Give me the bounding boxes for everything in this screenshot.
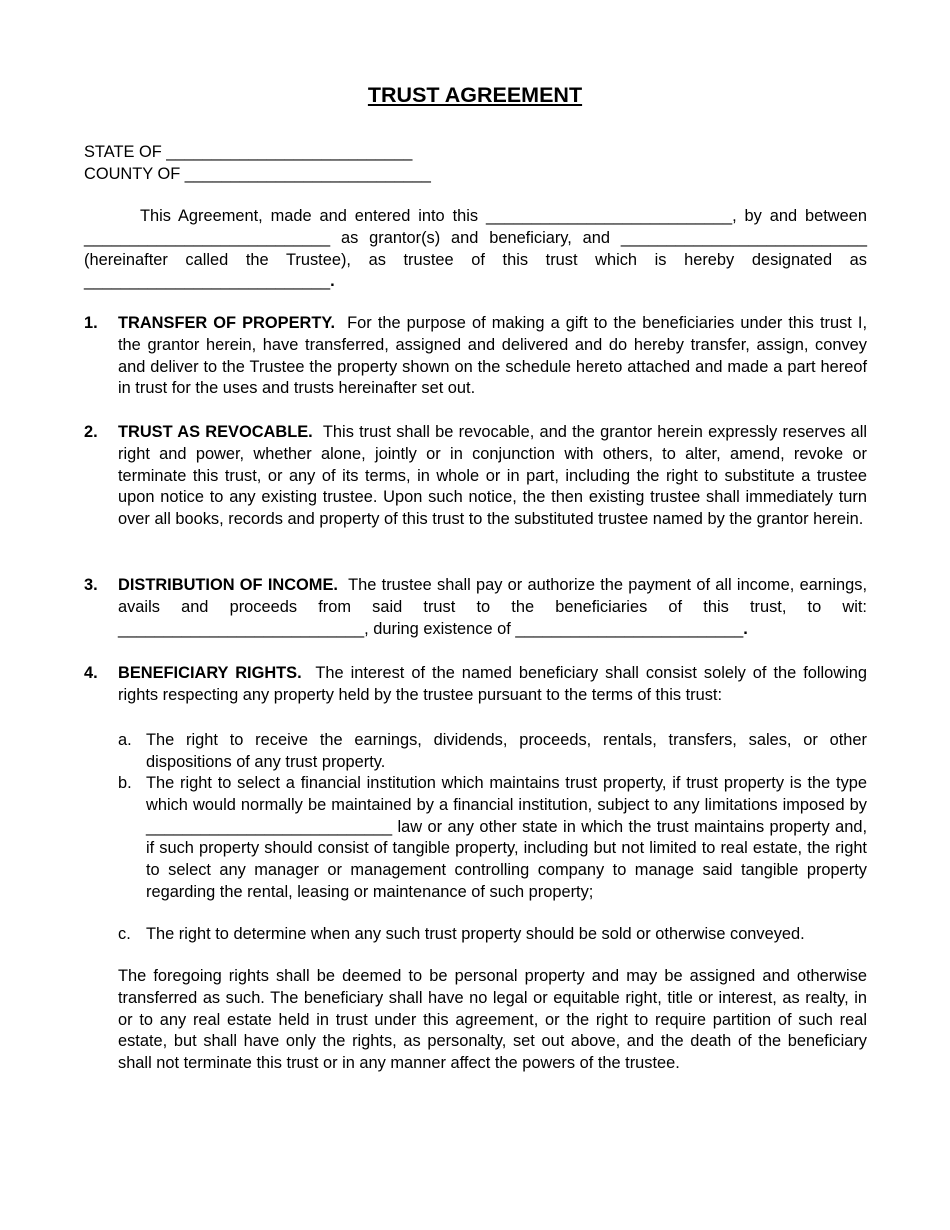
right-item-a: The right to receive the earnings, dividends, proceeds, rentals, transfers, sales, or other dispositions of any trust property. bbox=[146, 731, 867, 771]
intro-period: . bbox=[330, 272, 335, 291]
section-text: This trust shall be revocable, and the grantor herein expressly reserves all right and power, whether alone, jointly or in conjunction with others, to alter, amend, revoke or terminate this trust, or any of its terms, in whole or in part, including the right to substitute a trustee upon notice to any existing trustee. Upon such notice, the then existing trustee shall immediately turn over all books, records and property of this trust to the substituted trustee named by the grantor herein. bbox=[118, 423, 868, 529]
section-transfer-of-property bbox=[118, 313, 867, 400]
section-heading: TRUST AS REVOCABLE. bbox=[118, 423, 313, 441]
state-line: STATE OF ___________________________ bbox=[84, 143, 413, 161]
section-number: 2. bbox=[84, 423, 98, 441]
closing-paragraph: The foregoing rights shall be deemed to be personal property and may be assigned and otherwise transferred as such. The beneficiary shall have no legal or equitable right, title or interest, as realty, in or to any real estate held in trust under this agreement, or the right to require partition of such real estate, but shall have only the rights, as personalty, set out above, and the death of the beneficiary shall not terminate this trust or in any manner affect the powers of the trustee. bbox=[118, 967, 867, 1073]
intro-paragraph bbox=[84, 206, 867, 293]
section-text: The trustee shall pay or authorize the payment of all income, earnings, avails and proceeds from said trust to the beneficiaries of this trust, to wit: ___________________________, during existence of _________________________ bbox=[118, 576, 868, 638]
section-period: . bbox=[743, 619, 748, 638]
right-item-b: The right to select a financial institution which maintains trust property, if trust property is the type which would normally be maintained by a financial institution, subject to any limitations imposed by ___________________________ law or any other state in which the trust maintains property and, if such property should consist of tangible property, including but not limited to real estate, the right to select any manager or management controlling company to manage said tangible property regarding the rental, leasing or maintenance of such property; bbox=[146, 774, 867, 901]
section-heading: BENEFICIARY RIGHTS. bbox=[118, 664, 302, 682]
right-letter: c. bbox=[118, 925, 131, 943]
section-trust-as-revocable bbox=[118, 422, 867, 531]
section-number: 4. bbox=[84, 664, 98, 682]
section-heading: DISTRIBUTION OF INCOME. bbox=[118, 576, 338, 594]
right-item-c: The right to determine when any such trust property should be sold or otherwise conveyed. bbox=[146, 925, 805, 943]
document-title: TRUST AGREEMENT bbox=[367, 83, 583, 107]
right-letter: b. bbox=[118, 774, 132, 792]
right-letter: a. bbox=[118, 731, 132, 749]
section-text: For the purpose of making a gift to the beneficiaries under this trust I, the grantor herein, have transferred, assigned and delivered and do hereby transfer, assign, convey and deliver to the Trustee the property shown on the schedule hereto attached and made a part hereof in trust for the uses and trusts hereinafter set out. bbox=[118, 314, 867, 398]
section-number: 3. bbox=[84, 576, 98, 594]
section-beneficiary-rights bbox=[118, 663, 867, 707]
intro-text: This Agreement, made and entered into this ___________________________, by and between ___________________________ as grantor(s) and beneficiary, and ___________________________ (hereinafter called the Trustee), as trustee of this trust which is hereby designated as ___________________________ bbox=[84, 207, 867, 291]
section-number: 1. bbox=[84, 314, 98, 332]
section-text: The interest of the named beneficiary shall consist solely of the following rights respecting any property held by the trustee pursuant to the terms of this trust: bbox=[118, 664, 868, 704]
section-distribution-of-income bbox=[118, 575, 867, 640]
section-heading: TRANSFER OF PROPERTY. bbox=[118, 314, 336, 332]
county-line: COUNTY OF ___________________________ bbox=[84, 165, 431, 183]
